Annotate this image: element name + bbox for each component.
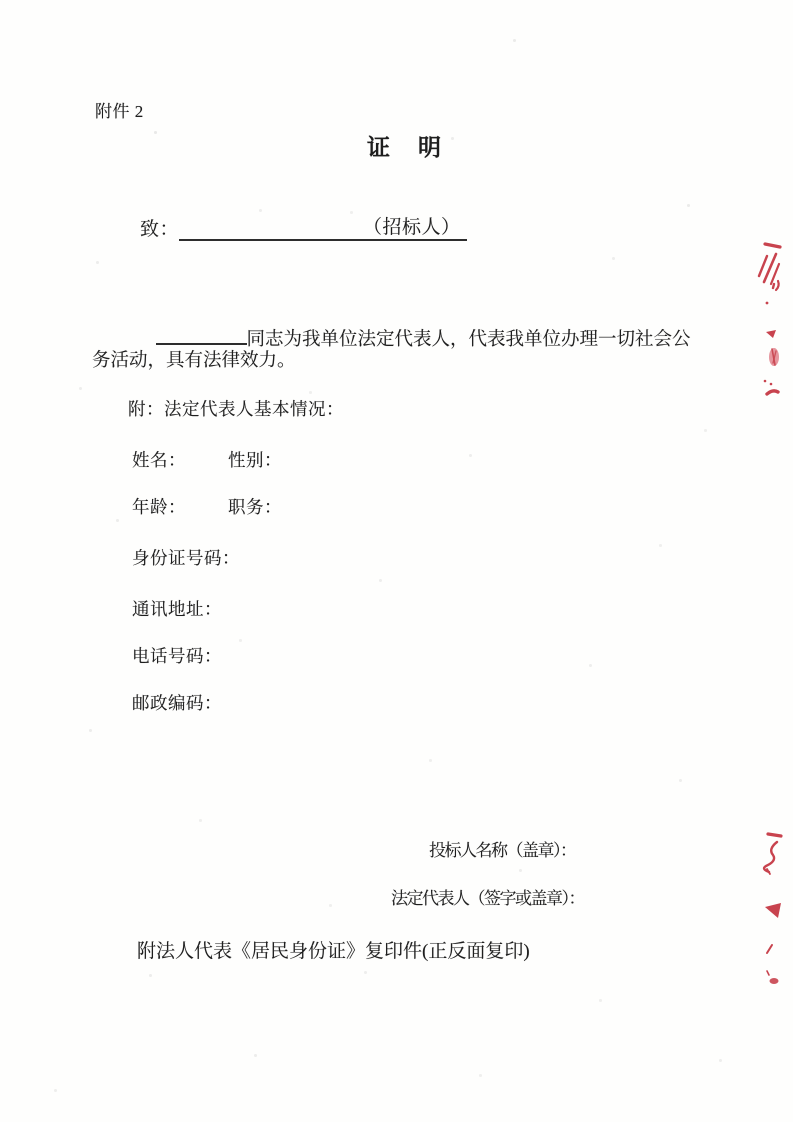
field-label-address: 通讯地址： bbox=[132, 599, 222, 619]
field-label-postal-code: 邮政编码： bbox=[132, 693, 222, 713]
field-label-position: 职务： bbox=[228, 497, 282, 517]
footer-note: 附法人代表《居民身份证》复印件(正反面复印) bbox=[137, 941, 530, 962]
field-label-phone: 电话号码： bbox=[132, 646, 222, 666]
attachment-label: 附件 2 bbox=[95, 102, 144, 121]
field-label-name: 姓名： bbox=[132, 450, 186, 470]
legal-rep-signature-label: 法定代表人（签字或盖章）： bbox=[391, 889, 584, 908]
tenderer-label: （招标人） bbox=[363, 217, 461, 238]
attachment-note: 附：法定代表人基本情况： bbox=[128, 399, 344, 419]
recipient-blank-field bbox=[179, 238, 363, 239]
to-label: 致： bbox=[140, 219, 180, 240]
name-blank-field bbox=[156, 324, 247, 345]
field-label-age: 年龄： bbox=[132, 497, 186, 517]
page-title: 证 明 bbox=[367, 135, 442, 160]
field-label-id-number: 身份证号码： bbox=[132, 548, 240, 568]
red-stamp-bleed-marks bbox=[740, 235, 793, 995]
scan-noise-speckles bbox=[0, 0, 1, 1]
recipient-line bbox=[140, 214, 467, 241]
recipient-underline bbox=[179, 214, 467, 241]
field-label-gender: 性别： bbox=[228, 450, 282, 470]
bidder-seal-label: 投标人名称（盖章）： bbox=[429, 841, 576, 860]
paragraph-text-1: 同志为我单位法定代表人，代表我单位办理一切社会公 bbox=[246, 330, 691, 350]
body-paragraph-line2: 务活动，具有法律效力。 bbox=[92, 351, 296, 371]
